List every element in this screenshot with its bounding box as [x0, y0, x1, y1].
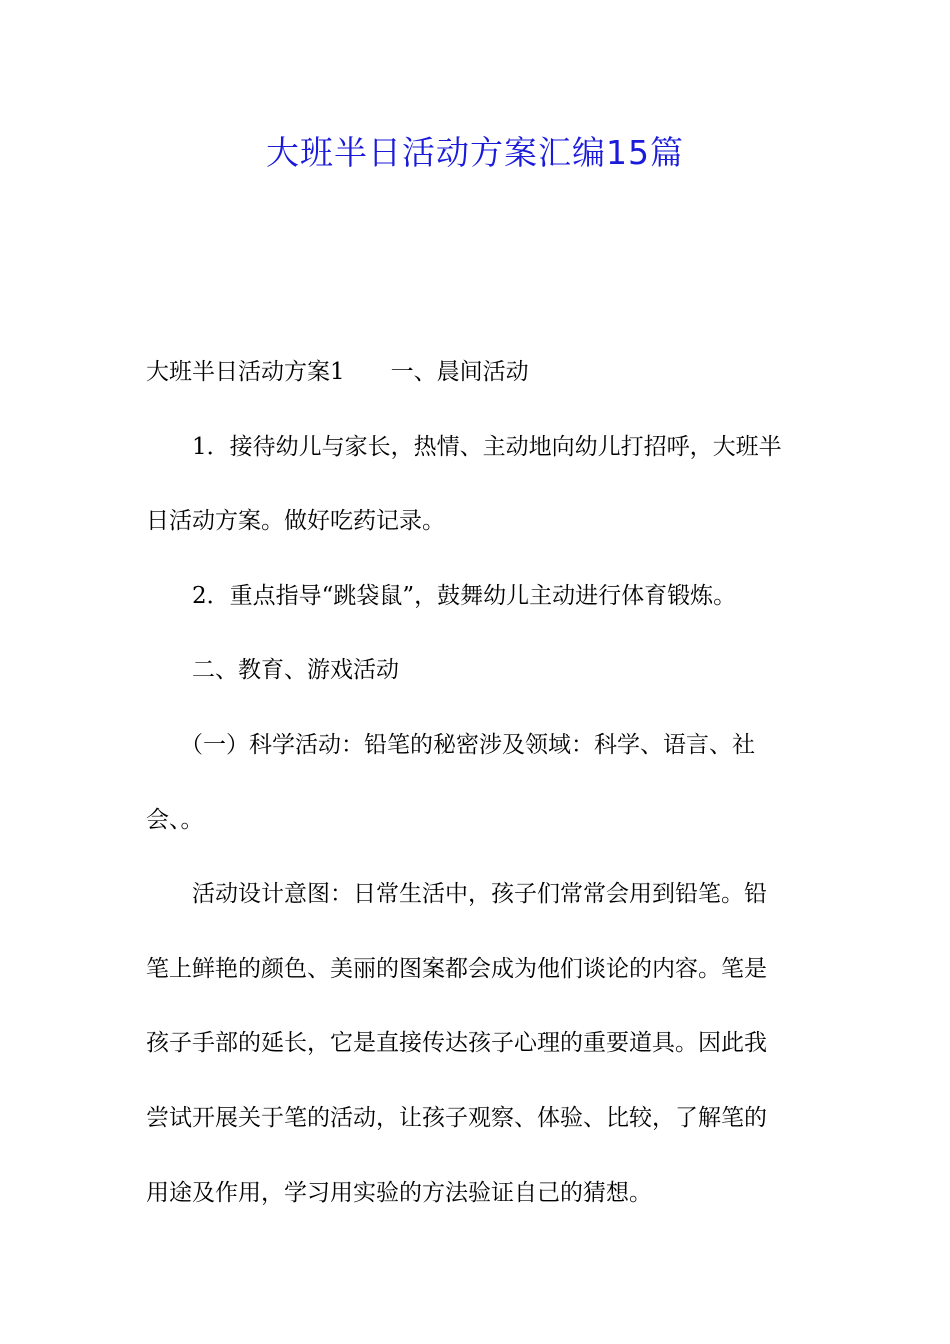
paragraph-line: 用途及作用，学习用实验的方法验证自己的猜想。	[146, 1179, 652, 1206]
paragraph-line: 会、。	[146, 806, 204, 833]
paragraph-line: 孩子手部的延长，它是直接传达孩子心理的重要道具。因此我	[146, 1030, 767, 1057]
document-title: 大班半日活动方案汇编15篇	[266, 133, 684, 172]
paragraph-line: （一）科学活动：铅笔的秘密涉及领域：科学、语言、社	[180, 731, 755, 758]
section-heading: 二、教育、游戏活动	[192, 657, 399, 684]
document-body	[146, 335, 808, 1230]
paragraph-line: 日活动方案。做好吃药记录。	[146, 508, 445, 535]
paragraph-line: 1．接待幼儿与家长，热情、主动地向幼儿打招呼，大班半	[192, 433, 782, 460]
plan-label: 大班半日活动方案1	[146, 359, 345, 385]
paragraph-line: 活动设计意图：日常生活中，孩子们常常会用到铅笔。铅	[192, 881, 767, 908]
section-heading-line	[146, 335, 808, 410]
paragraph-line: 2．重点指导“跳袋鼠”，鼓舞幼儿主动进行体育锻炼。	[192, 582, 737, 609]
paragraph-line: 尝试开展关于笔的活动，让孩子观察、体验、比较，了解笔的	[146, 1104, 767, 1131]
section-heading: 一、晨间活动	[390, 359, 529, 385]
paragraph-line: 笔上鲜艳的颜色、美丽的图案都会成为他们谈论的内容。笔是	[146, 955, 767, 982]
